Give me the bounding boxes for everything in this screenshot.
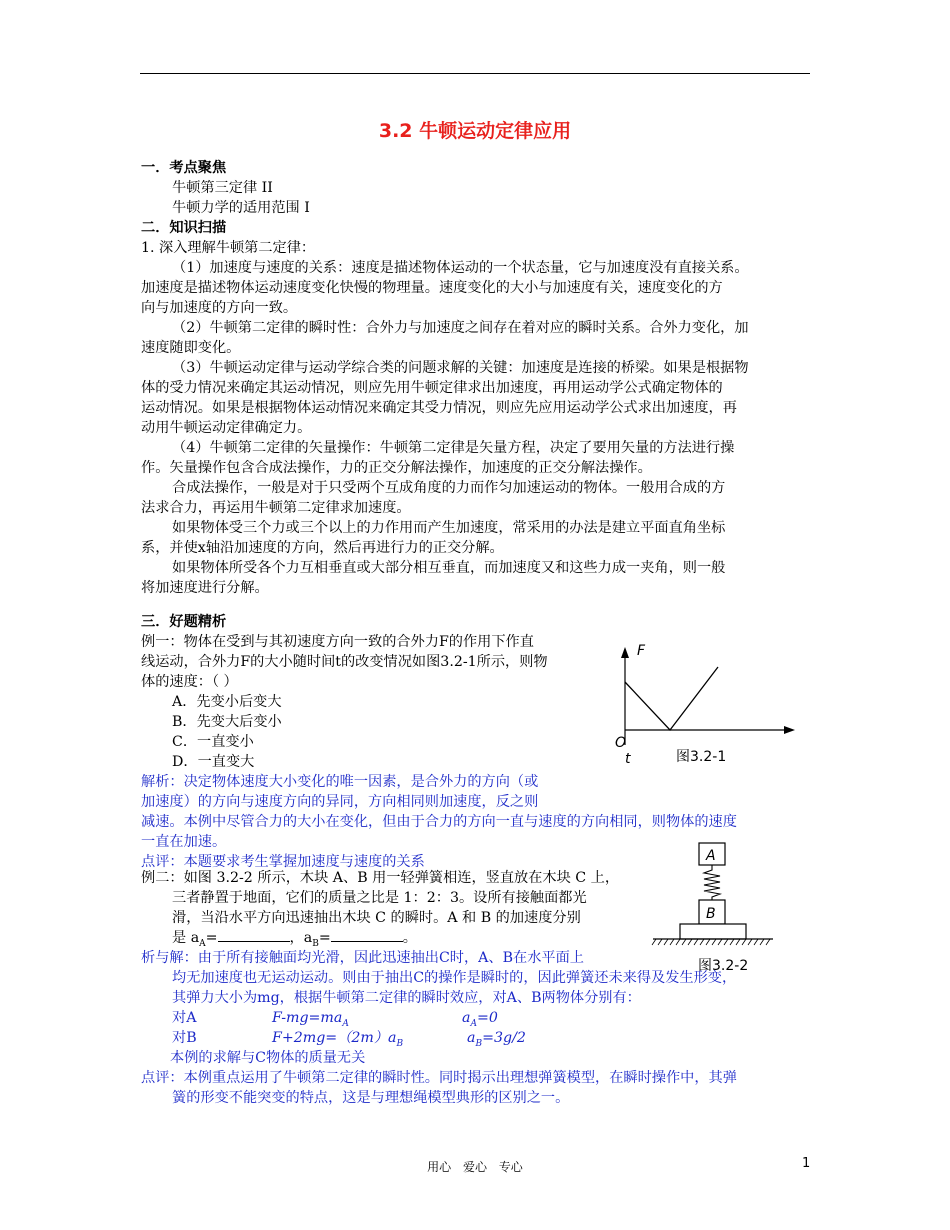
eq-row-a-obj: 对A	[172, 1010, 197, 1026]
section-heading-2: 二．知识扫描	[141, 220, 227, 236]
example1-line: 线运动，合外力F的大小随时间t的改变情况如图3.2-1所示，则物	[141, 654, 548, 670]
x-axis-label: t	[625, 751, 631, 767]
focus-item: 牛顿力学的适用范围 I	[172, 200, 310, 216]
figure-caption: 图3.2-2	[698, 958, 749, 974]
paragraph-line: 向与加速度的方向一致。	[141, 300, 298, 316]
eq-sub: B	[475, 1038, 483, 1049]
section-heading-3: 三．好题精析	[141, 614, 227, 630]
option-d: D．一直变大	[172, 754, 255, 770]
eq-formula: F+2mg=（2m）a	[272, 1030, 397, 1046]
paragraph-line: 动用牛顿运动定律确定力。	[141, 420, 312, 436]
blank-prefix: 是 a	[172, 930, 200, 946]
eq-sub: B	[396, 1038, 404, 1049]
eq-value: =3g/2	[482, 1030, 526, 1046]
blank-sub-a: A	[199, 938, 206, 949]
section-heading-1: 一．考点聚焦	[141, 160, 227, 176]
paragraph-line: 速度随即变化。	[141, 340, 241, 356]
blank-end: 。	[402, 930, 417, 946]
paragraph-line: 体的受力情况来确定其运动情况，则应先用牛顿定律求出加速度，再用运动学公式确定物体的	[141, 380, 723, 396]
origin-label: O	[615, 735, 627, 751]
example1-comment: 点评：本题要求考生掌握加速度与速度的关系	[141, 854, 425, 870]
paragraph-line: （1）加速度与速度的关系：速度是描述物体运动的一个状态量，它与加速度没有直接关系。	[172, 260, 749, 276]
example1-line: 例一：物体在受到与其初速度方向一致的合外力F的作用下作直	[141, 634, 534, 650]
example1-analysis: 减速。本例中尽管合力的大小在变化，但由于合力的方向一直与速度的方向相同，则物体的速度	[141, 814, 737, 830]
paragraph-line: 系，并使x轴沿加速度的方向，然后再进行力的正交分解。	[141, 540, 504, 556]
example2-line: 三者静置于地面，它们的质量之比是 1：2：3。设所有接触面都光	[172, 890, 587, 906]
example2-note: 本例的求解与C物体的质量无关	[170, 1050, 366, 1066]
example2-analysis: 析与解：由于所有接触面均光滑，因此迅速抽出C时，A、B在水平面上	[141, 950, 584, 966]
eq-row-b-result	[467, 1028, 526, 1054]
paragraph-line: 法求合力，再运用牛顿第二定律求加速度。	[141, 500, 411, 516]
header-rule	[140, 73, 810, 74]
x-axis-arrow-icon	[784, 726, 795, 734]
answer-blank-a[interactable]	[218, 928, 290, 942]
force-curve	[625, 667, 718, 730]
ground-hatch	[652, 939, 770, 945]
spring	[704, 865, 720, 900]
option-b: B．先变大后变小	[172, 714, 282, 730]
footer: 用心 爱心 专心	[427, 1160, 523, 1174]
example1-line: 体的速度：（ ）	[141, 674, 238, 690]
example2-comment: 点评：本例重点运用了牛顿第二定律的瞬时性。同时揭示出理想弹簧模型，在瞬时操作中，其弹	[141, 1070, 737, 1086]
block-b-label: B	[706, 906, 716, 922]
eq-row-b-obj: 对B	[172, 1030, 197, 1046]
example1-analysis: 一直在加速。	[141, 834, 227, 850]
eq-result: a	[462, 1010, 471, 1026]
blank-eq: =	[318, 930, 331, 946]
example2-line: 滑，当沿水平方向迅速抽出木块 C 的瞬时。A 和 B 的加速度分别	[172, 910, 581, 926]
block-c	[680, 924, 746, 939]
eq-value: =0	[476, 1010, 498, 1026]
figure-3-2-1	[600, 635, 810, 775]
eq-formula: F-mg=ma	[272, 1010, 343, 1026]
y-axis-arrow-icon	[621, 647, 629, 658]
example2-comment: 簧的形变不能突变的特点，这是与理想绳模型典形的区别之一。	[172, 1090, 570, 1106]
answer-blank-b[interactable]	[331, 928, 403, 942]
block-a-label: A	[706, 848, 716, 864]
paragraph-line: 作。矢量操作包含合成法操作，力的正交分解法操作，加速度的正交分解法操作。	[141, 460, 652, 476]
paragraph-line: 运动情况。如果是根据物体运动情况来确定其受力情况，则应先应用运动学公式求出加速度，再	[141, 400, 737, 416]
paragraph-line: （2）牛顿第二定律的瞬时性：合外力与加速度之间存在着对应的瞬时关系。合外力变化，加	[172, 320, 749, 336]
page-number: 1	[802, 1156, 811, 1171]
y-axis-label: F	[637, 643, 646, 659]
example1-analysis: 加速度）的方向与速度方向的异同，方向相同则加速度，反之则	[141, 794, 539, 810]
paragraph-line: 如果物体所受各个力互相垂直或大部分相互垂直，而加速度又和这些力成一夹角，则一般	[172, 560, 726, 576]
example1-analysis: 解析：决定物体速度大小变化的唯一因素，是合外力的方向（或	[141, 774, 539, 790]
eq-sub: A	[470, 1018, 477, 1029]
paragraph-line: 合成法操作，一般是对于只受两个互成角度的力而作匀加速运动的物体。一般用合成的方	[172, 480, 726, 496]
eq-result: a	[467, 1030, 476, 1046]
paragraph-line: 加速度是描述物体运动速度变化快慢的物理量。速度变化的大小与加速度有关，速度变化的方	[141, 280, 723, 296]
focus-item: 牛顿第三定律 II	[172, 180, 273, 196]
example2-analysis: 均无加速度也无运动运动。则由于抽出C的操作是瞬时的，因此弹簧还未来得及发生形变，	[172, 970, 737, 986]
paragraph-line: （4）牛顿第二定律的矢量操作：牛顿第二定律是矢量方程，决定了要用矢量的方法进行操	[172, 440, 735, 456]
figure-caption: 图3.2-1	[676, 749, 727, 765]
eq-sub: A	[342, 1018, 349, 1029]
paragraph-line: 1. 深入理解牛顿第二定律：	[141, 240, 316, 256]
example2-analysis: 其弹力大小为mg，根据牛顿第二定律的瞬时效应，对A、B两物体分别有：	[172, 990, 641, 1006]
paragraph-line: （3）牛顿运动定律与运动学综合类的问题求解的关键：加速度是连接的桥梁。如果是根据物	[172, 360, 749, 376]
example2-line: 例二：如图 3.2-2 所示，木块 A、B 用一轻弹簧相连，竖直放在木块 C 上，	[141, 870, 620, 886]
blank-mid: ，a	[289, 930, 313, 946]
paragraph-line: 如果物体受三个力或三个以上的力作用而产生加速度，常采用的办法是建立平面直角坐标	[172, 520, 726, 536]
option-c: C．一直变小	[172, 734, 254, 750]
figure-3-2-2	[648, 838, 788, 978]
paragraph-line: 将加速度进行分解。	[141, 580, 269, 596]
blank-eq: =	[205, 930, 218, 946]
page-title: 3.2 牛顿运动定律应用	[378, 120, 572, 142]
blank-sub-b: B	[312, 938, 319, 949]
option-a: A．先变小后变大	[172, 694, 282, 710]
